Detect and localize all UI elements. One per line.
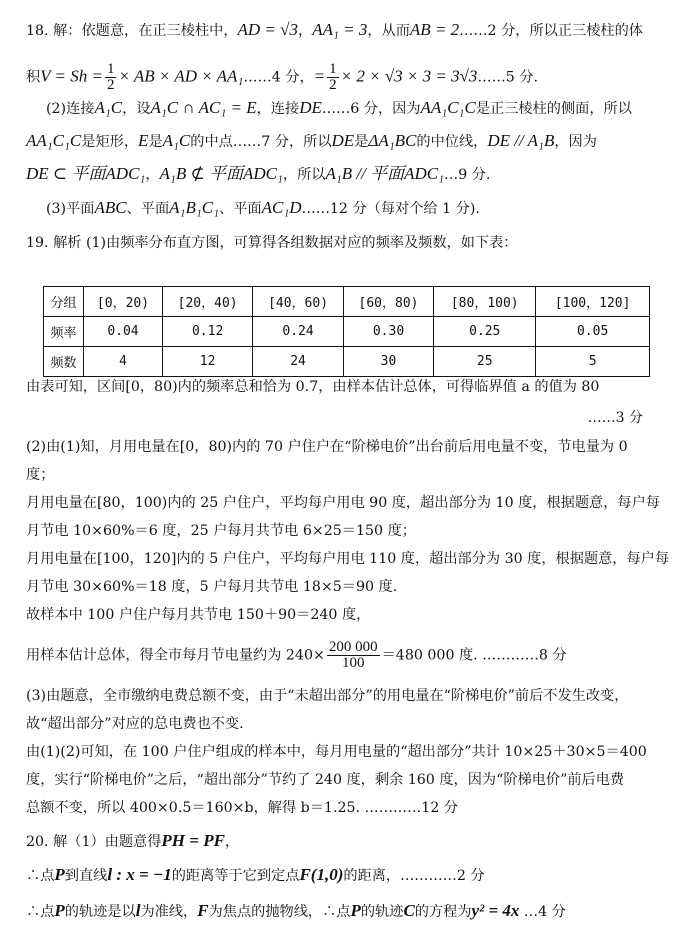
q19-line-8: 月节电 30×60%＝18 度，5 户每月共节电 18×5＝90 度. <box>26 579 398 595</box>
text: ……2 分，所以正三棱柱的体 <box>459 23 643 39</box>
q19-line-1: 19. 解析 (1)由频率分布直方图，可算得各组数据对应的频率及频数，如下表： <box>26 235 518 251</box>
q18-line-2 <box>26 62 675 93</box>
frac-den: 2 <box>106 77 115 93</box>
table-cell: 24 <box>253 347 343 377</box>
table-header-cell: 分组 <box>44 287 84 317</box>
text: 为焦点的抛物线，∴点 <box>208 904 351 920</box>
math: DE <box>331 131 355 150</box>
table-header-cell: [60，80) <box>343 287 433 317</box>
q19-line-11: (3)由题意，全市缴纳电费总额不变，由于“未超出部分”的用电量在“阶梯电价”前后不发生改变， <box>26 688 629 704</box>
text: 是正三棱柱的侧面，所以 <box>475 101 632 117</box>
text: 、平面 <box>219 201 262 217</box>
math: A₁C ∩ AC₁ = E <box>150 98 257 117</box>
math: P <box>54 865 65 884</box>
text: ……6 分，因为 <box>321 101 421 117</box>
table-row <box>44 287 650 317</box>
math: × AB × AD × AA₁ <box>118 66 244 86</box>
frac-num: 200 000 <box>328 639 378 655</box>
q18-line-3 <box>46 98 675 119</box>
frac-num: 1 <box>329 61 337 77</box>
math: l <box>135 901 141 920</box>
text: ， <box>145 167 160 183</box>
text: 是矩形， <box>81 134 139 150</box>
text: ， <box>224 834 240 850</box>
math: E <box>138 131 149 150</box>
math: DE <box>299 98 322 117</box>
q18-line-1 <box>26 20 675 41</box>
text: 为准线， <box>140 904 198 920</box>
math: = <box>313 66 326 86</box>
table-cell: 频数 <box>44 347 84 377</box>
text: 的中位线， <box>416 134 488 150</box>
q18-line-6 <box>46 198 675 219</box>
text: 是 <box>354 134 369 150</box>
q19-line-12: 故“超出部分”对应的总电费也不变. <box>26 716 244 732</box>
math: C <box>403 901 415 920</box>
q19-line-13: 由(1)(2)可知，在 100 户住户组成的样本中，每月用电量的“超出部分”共计 10×25＋30×5＝400 <box>26 744 647 760</box>
text: 、平面 <box>126 201 170 217</box>
math: AA₁C₁C <box>420 98 476 117</box>
text: ，因为 <box>554 134 597 150</box>
table-header-cell: [20，40) <box>162 287 252 317</box>
text: ……5 分. <box>477 69 539 86</box>
frac-num: 1 <box>106 61 115 77</box>
q20-line-2 <box>26 865 675 886</box>
text: 到直线 <box>64 868 108 884</box>
text: 的中点……7 分，所以 <box>190 134 332 150</box>
text: 的距离等于它到定点 <box>171 868 300 884</box>
text: ∴点 <box>26 904 55 920</box>
q18-line-5 <box>26 164 675 185</box>
fraction <box>327 62 339 93</box>
text: ，所以 <box>282 167 326 183</box>
math: ΔA₁BC <box>368 131 417 150</box>
q19-line-4: 度； <box>26 467 55 483</box>
math: A₁B ⊄ 平面ADC₁ <box>159 164 283 183</box>
math: DE // A₁B <box>487 131 555 150</box>
q19-line-14: 度，实行“阶梯电价”之后，“超出部分”节约了 240 度，剩余 160 度，因为“阶梯电价”前后电费 <box>26 772 625 788</box>
text: ∴点 <box>26 868 55 884</box>
text: ，连接 <box>256 101 300 117</box>
math: AA₁ = 3 <box>312 20 368 39</box>
text: 20. 解（1）由题意得 <box>26 834 162 850</box>
text: 的距离，…………2 分 <box>343 868 485 884</box>
text: 的轨迹 <box>360 904 404 920</box>
math: PH = PF <box>161 831 225 850</box>
math: AC₁D <box>261 198 302 217</box>
q19-line-7: 月用电量在[100，120]内的 5 户住户，平均每户用电 110 度，超出部分为 30 度，根据题意，每户每 <box>26 551 670 567</box>
math: V = Sh = <box>40 66 103 86</box>
text: ＝480 000 度. …………8 分 <box>381 647 567 664</box>
math: F <box>197 901 209 920</box>
math: P <box>54 901 65 920</box>
table-header-cell: [100，120] <box>536 287 650 317</box>
table-cell: 4 <box>84 347 163 377</box>
text: ， <box>297 23 313 39</box>
fraction <box>327 640 380 671</box>
q19-score-3: ……3 分 <box>587 410 643 426</box>
text: …9 分. <box>444 167 491 183</box>
math: A₁C <box>94 98 123 117</box>
text: 用样本估计总体，得全市每月节电量约为 240× <box>26 647 325 664</box>
q19-line-10 <box>26 640 675 671</box>
math: AD = √3 <box>237 20 298 39</box>
frequency-table <box>43 286 650 377</box>
math: A₁C <box>162 131 191 150</box>
text: …4 分 <box>519 904 566 920</box>
math: A₁B // 平面ADC₁ <box>325 164 444 183</box>
math: AB = 2 <box>409 20 460 39</box>
table-header-cell: [0，20) <box>84 287 163 317</box>
table-row <box>44 347 650 377</box>
q19-line-9: 故样本中 100 户住户每月共节电 150＋90＝240 度， <box>26 607 371 623</box>
q18-line-4 <box>26 131 675 152</box>
math: l : x = −1 <box>107 865 172 884</box>
math: × 2 × √3 × 3 = 3√3 <box>340 66 478 86</box>
frac-den: 2 <box>329 77 337 93</box>
text: 积 <box>26 69 41 86</box>
math: P <box>350 901 361 920</box>
fraction <box>105 62 117 93</box>
table-cell: 频率 <box>44 317 84 347</box>
text: ……4 分， <box>243 69 314 86</box>
table-cell: 5 <box>536 347 650 377</box>
q19-line-3: (2)由(1)知，月用电量在[0，80)内的 70 户住户在“阶梯电价”出台前后用电量不变，节电量为 0 <box>26 439 628 455</box>
q20-line-3 <box>26 901 675 922</box>
table-cell: 0.24 <box>253 317 343 347</box>
text: 的方程为 <box>414 904 472 920</box>
text: ……12 分（每对个给 1 分). <box>301 201 480 217</box>
math: DE ⊂ 平面ADC₁ <box>26 164 146 183</box>
q19-line-2: 由表可知，区间[0，80)内的频率总和恰为 0.7，由样本估计总体，可得临界值 a 的值为 80 <box>26 379 600 395</box>
text: ，从而 <box>367 23 410 39</box>
q19-line-6: 月节电 10×60%＝6 度，25 户每月共节电 6×25＝150 度； <box>26 523 416 539</box>
math: AA₁C₁C <box>26 131 82 150</box>
table-cell: 0.25 <box>434 317 536 347</box>
text: 的轨迹是以 <box>64 904 136 920</box>
table-row <box>44 317 650 347</box>
math: ABC <box>94 198 127 217</box>
table-cell: 0.12 <box>162 317 252 347</box>
q19-line-15: 总额不变，所以 400×0.5＝160×b，解得 b＝1.25. …………12 分 <box>26 800 459 816</box>
table-cell: 0.04 <box>84 317 163 347</box>
table-header-cell: [80，100) <box>434 287 536 317</box>
table-cell: 0.30 <box>343 317 433 347</box>
table-cell: 0.05 <box>536 317 650 347</box>
text: ，设 <box>122 101 151 117</box>
text: (3)平面 <box>46 201 95 217</box>
text: (2)连接 <box>46 101 95 117</box>
text: 是 <box>148 134 163 150</box>
frac-den: 100 <box>341 655 365 671</box>
math: F(1,0) <box>299 865 344 884</box>
math: A₁B₁C₁ <box>169 198 220 217</box>
table-cell: 12 <box>162 347 252 377</box>
text: 18. 解：依题意，在正三棱柱中， <box>26 23 238 39</box>
math: y² = 4x <box>471 901 520 920</box>
q20-line-1 <box>26 831 675 852</box>
q19-line-5: 月用电量在[80，100)内的 25 户住户，平均每户用电 90 度，超出部分为 10 度，根据题意，每户每 <box>26 495 660 511</box>
table-cell: 25 <box>434 347 536 377</box>
table-cell: 30 <box>343 347 433 377</box>
table-header-cell: [40，60) <box>253 287 343 317</box>
